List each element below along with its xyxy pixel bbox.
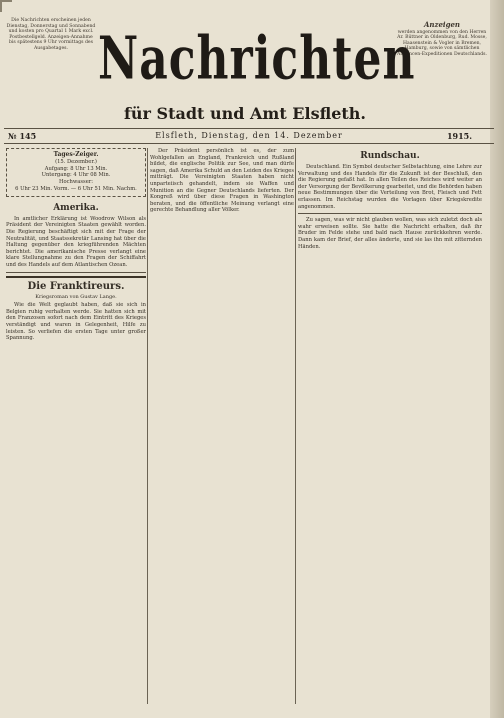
year-text: 1915. — [446, 131, 472, 141]
article-text-franktireurs: Wie die Welt geglaubt haben, daß sie sich in Belgien ruhig verhalten werde. Sie hatten sich mit den Franzosen sofort nach dem Eintritt des Krieges verständigt und waren in Gelegenheit, Hilfe zu leisten. So verliefen die ersten Tage unter großer Spannung. — [6, 302, 146, 342]
calendar-line: Hochwasser: — [58, 179, 94, 186]
dateline — [4, 128, 494, 144]
column-right — [298, 148, 482, 708]
page-corner-mark — [0, 0, 12, 12]
issue-number: № 145 — [8, 131, 37, 141]
page-edge — [490, 0, 504, 718]
masthead-subtitle: für Stadt und Amt Elsfleth. — [124, 104, 366, 123]
divider — [298, 213, 482, 214]
section-heading-franktireurs: Die Franktireurs. — [6, 276, 146, 293]
calendar-line: (15. Dezember.) — [55, 158, 97, 165]
column-rule — [147, 148, 148, 704]
calendar-box — [6, 148, 146, 197]
calendar-title: Tages-Zeiger. — [53, 151, 99, 158]
article-text-serial-continued: Zu sagen, was wir nicht glauben wollen, was sich zuletzt doch als wahr erweisen sollte. Sie hatte die Nachricht erhalten, daß ihr Bruder im Felde stehe und bald nach Hause zurückkehren werde. Dann kam der Brief, der alles änderte, und sie las ihn mit zitternden Händen. — [298, 217, 482, 250]
article-text-middle: Der Präsident persönlich ist es, der zum Wohlgefallen an England, Frankreich und Rußland bildet, die englische Politik zur See, und man dürfe sagen, daß Amerika Schuld an den Leiden des Krieges mitträgt. Die Vereinigten Staaten haben nicht unparteiisch gehandelt, indem sie Waffen und Munition an die Gegner Deutschlands lieferten. Der Kongreß wird über diese Fragen in Washington beraten, und die öffentliche Meinung verlangt eine gerechte Behandlung aller Völker. — [150, 148, 294, 214]
advertisement-heading: Anzeigen — [423, 20, 461, 29]
calendar-line: Aufgang: 8 Uhr 13 Min. — [44, 165, 108, 172]
divider — [6, 272, 146, 273]
article-text-rundschau: Deutschland. Ein Symbol deutscher Selbstachtung, eine Lehre zur Verwaltung und des Handels für die Zukunft ist der Beschluß, den die Regierung gefaßt hat. In allen Teilen des Reiches wird weiter an der Versorgung der Bevölkerung gearbeitet, und die Behörden haben neue Bestimmungen über die Verteilung von Brot, Fleisch und Fett erlassen. Im Reichstag wurden die Vorlagen über Kriegskredite angenommen. — [298, 164, 482, 210]
column-rule — [295, 148, 296, 704]
section-heading-amerika: Amerika. — [53, 202, 99, 213]
advertisement-text: werden angenommen von den Herren Ar. Büttner in Oldenburg, Rud. Mosse, Haasenstein & Vogler in Bremen, Hamburg, sowie von sämtlichen Annoncen-Expeditionen Deutschlands. — [397, 29, 487, 57]
date-text: Elsfleth, Dienstag, den 14. Dezember — [155, 131, 343, 140]
subscription-note: Die Nachrichten erscheinen jeden Dienstag, Donnerstag und Sonnabend und kosten pro Quartal 1 Mark excl. Postbestellgeld. Anzeigen-Annahme bis spätestens 9 Uhr vormittags des Ausgabetages. — [6, 18, 96, 51]
article-text-amerika: In amtlicher Erklärung ist Woodrow Wilson als Präsident der Vereinigten Staaten gewählt worden. Die Regierung beschäftigt sich mit der Frage der Neutralität, und Staatssekretär Lansing hat über die Haltung gegenüber den kriegführenden Mächten berichtet. Die amerikanische Presse verlangt eine klare Stellungnahme zu den Fragen der Schiffahrt und des Handels auf dem Atlantischen Ozean. — [6, 215, 146, 268]
calendar-line: 6 Uhr 23 Min. Vorm. — 6 Uhr 51 Min. Nachm. — [15, 185, 137, 192]
column-left — [6, 148, 146, 708]
calendar-line: Untergang: 4 Uhr 08 Min. — [41, 172, 111, 179]
serial-author: Kriegsroman von Gustav Lange. — [35, 293, 117, 300]
section-heading-rundschau: Rundschau. — [360, 151, 420, 161]
column-middle — [150, 148, 294, 708]
masthead-title: Nachrichten — [98, 24, 416, 94]
